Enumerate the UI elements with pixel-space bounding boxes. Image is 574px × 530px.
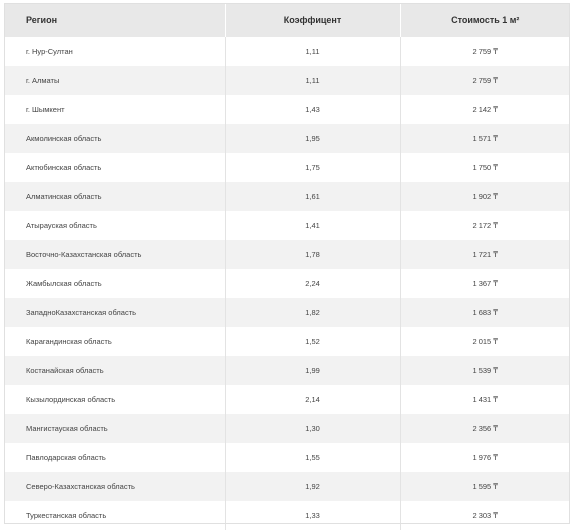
cell-region: Кызылординская область	[4, 385, 225, 414]
cell-cost: 2 303 ₸	[400, 501, 570, 530]
cell-coefficient: 1,33	[225, 501, 400, 530]
cell-coefficient: 1,11	[225, 37, 400, 66]
cell-region: Павлодарская область	[4, 443, 225, 472]
cell-coefficient: 1,95	[225, 124, 400, 153]
cell-cost: 1 902 ₸	[400, 182, 570, 211]
table-row	[4, 298, 570, 327]
cell-cost: 1 721 ₸	[400, 240, 570, 269]
cell-region: Костанайская область	[4, 356, 225, 385]
table-row	[4, 182, 570, 211]
table-row	[4, 211, 570, 240]
table-row	[4, 327, 570, 356]
cell-region: г. Шымкент	[4, 95, 225, 124]
table-header	[4, 3, 570, 37]
cell-cost: 2 015 ₸	[400, 327, 570, 356]
cell-coefficient: 1,43	[225, 95, 400, 124]
cell-coefficient: 1,41	[225, 211, 400, 240]
table-row	[4, 37, 570, 66]
cell-cost: 1 683 ₸	[400, 298, 570, 327]
table-row	[4, 269, 570, 298]
cell-region: Карагандинская область	[4, 327, 225, 356]
cell-cost: 2 356 ₸	[400, 414, 570, 443]
header-cost-per-m2: Стоимость 1 м²	[400, 3, 570, 37]
cell-region: Акмолинская область	[4, 124, 225, 153]
table-row	[4, 153, 570, 182]
table-row	[4, 240, 570, 269]
cell-coefficient: 1,11	[225, 66, 400, 95]
cell-cost: 1 595 ₸	[400, 472, 570, 501]
cell-cost: 2 759 ₸	[400, 37, 570, 66]
table-row	[4, 472, 570, 501]
cell-coefficient: 2,14	[225, 385, 400, 414]
cell-coefficient: 1,61	[225, 182, 400, 211]
table-row	[4, 124, 570, 153]
cell-cost: 2 142 ₸	[400, 95, 570, 124]
header-region: Регион	[4, 3, 225, 37]
cell-region: Алматинская область	[4, 182, 225, 211]
cell-cost: 2 759 ₸	[400, 66, 570, 95]
cell-cost: 1 571 ₸	[400, 124, 570, 153]
cell-cost: 1 431 ₸	[400, 385, 570, 414]
cell-coefficient: 1,75	[225, 153, 400, 182]
cell-cost: 1 750 ₸	[400, 153, 570, 182]
cell-region: Жамбылская область	[4, 269, 225, 298]
cell-region: Актюбинская область	[4, 153, 225, 182]
cell-coefficient: 1,99	[225, 356, 400, 385]
cell-coefficient: 1,55	[225, 443, 400, 472]
cell-region: г. Алматы	[4, 66, 225, 95]
cell-region: Туркестанская область	[4, 501, 225, 530]
table-row	[4, 66, 570, 95]
table-row	[4, 95, 570, 124]
table-row	[4, 385, 570, 414]
cell-region: г. Нур-Султан	[4, 37, 225, 66]
table-body	[4, 37, 570, 530]
cell-cost: 1 976 ₸	[400, 443, 570, 472]
cell-cost: 1 367 ₸	[400, 269, 570, 298]
cell-region: ЗападноКазахстанская область	[4, 298, 225, 327]
cell-coefficient: 2,24	[225, 269, 400, 298]
table-row	[4, 443, 570, 472]
region-cost-table	[4, 3, 570, 530]
region-cost-table-container	[4, 3, 570, 530]
header-coefficient: Коэффицент	[225, 3, 400, 37]
cell-cost: 2 172 ₸	[400, 211, 570, 240]
header-row	[4, 3, 570, 37]
cell-coefficient: 1,30	[225, 414, 400, 443]
cell-coefficient: 1,92	[225, 472, 400, 501]
cell-cost: 1 539 ₸	[400, 356, 570, 385]
table-row	[4, 356, 570, 385]
cell-coefficient: 1,52	[225, 327, 400, 356]
cell-coefficient: 1,82	[225, 298, 400, 327]
cell-region: Восточно-Казахстанская область	[4, 240, 225, 269]
cell-region: Мангистауская область	[4, 414, 225, 443]
cell-coefficient: 1,78	[225, 240, 400, 269]
table-row	[4, 414, 570, 443]
cell-region: Атырауская область	[4, 211, 225, 240]
cell-region: Северо-Казахстанская область	[4, 472, 225, 501]
table-row	[4, 501, 570, 530]
